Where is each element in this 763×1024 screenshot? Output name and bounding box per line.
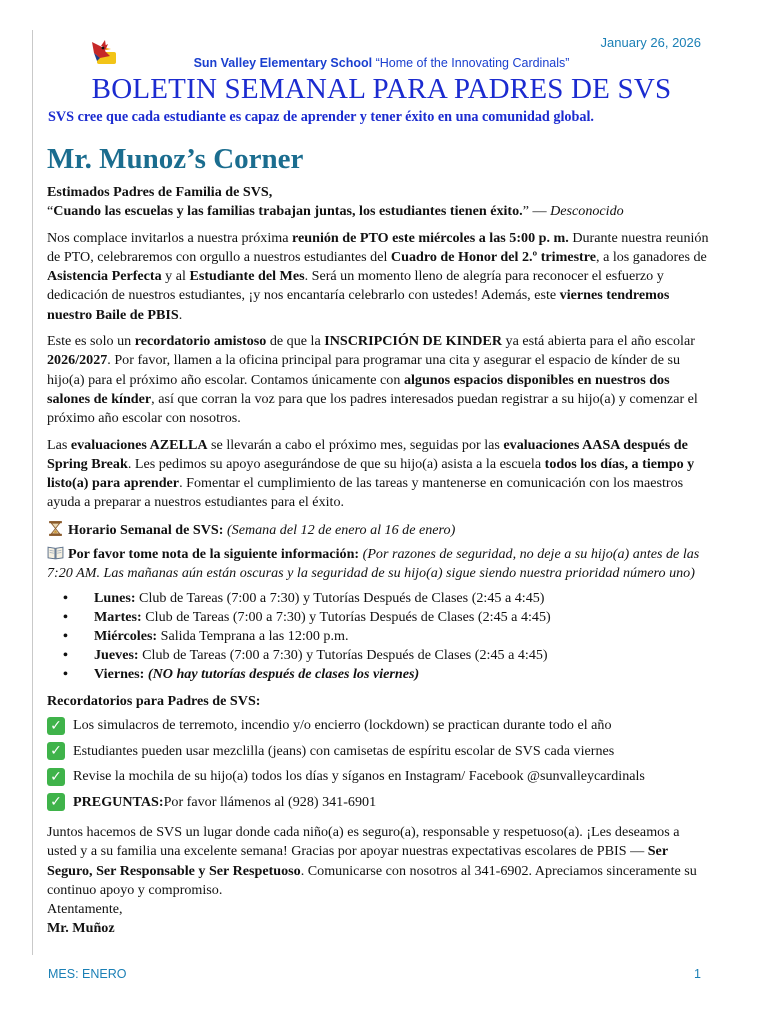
- schedule-title: Horario Semanal de SVS:: [68, 521, 224, 538]
- school-motto: SVS cree que cada estudiante es capaz de aprender y tener éxito en una comunidad global.: [48, 109, 594, 125]
- text: Juntos hacemos de SVS un lugar donde cada niño(a) es seguro(a), responsable y respetuoso(a). ¡Les deseamos a usted y a su familia una excelente semana! Gracias por apoyar nuestras expectativas escolares de PBIS —: [47, 823, 680, 860]
- reminder-text: Los simulacros de terremoto, incendio y/o encierro (lockdown) se practican durante todo el año: [73, 717, 612, 734]
- note-heading: Por favor tome nota de la siguiente información:: [68, 546, 360, 563]
- day-label: Miércoles:: [94, 628, 158, 645]
- letter-body: [47, 183, 712, 939]
- open-book-icon: [47, 544, 64, 561]
- closing-paragraph: [47, 823, 712, 900]
- text-bold: viernes tendremos nuestro Baile de PBIS: [47, 287, 670, 323]
- reminder-text: Revise la mochila de su hijo(a) todos los días y síganos en Instagram/ Facebook @sunvalleycardinals: [73, 768, 645, 785]
- text: . Comunicarse con nosotros al 341-6902. Apreciamos sinceramente su continuo apoyo y compromiso.: [47, 862, 697, 898]
- margin-rule: [32, 30, 33, 955]
- text: se llevarán a cabo el próximo mes, seguidas por las: [207, 436, 504, 453]
- questions-text: Por favor llámenos al (928) 341-6901: [163, 793, 377, 810]
- quote-author: Desconocido: [550, 203, 624, 220]
- text: Nos complace invitarlos a nuestra próxima: [47, 229, 293, 246]
- schedule-list: [47, 589, 712, 685]
- reminder-item: [47, 713, 712, 739]
- school-name: Sun Valley Elementary School: [193, 56, 373, 70]
- paragraph-pto: [47, 229, 712, 325]
- greeting-text: Estimados Padres de Familia de SVS,: [47, 184, 273, 200]
- school-slogan: “Home of the Innovating Cardinals”: [372, 56, 570, 70]
- day-label: Martes:: [94, 608, 142, 625]
- quote-text: Cuando las escuelas y las familias trabajan juntas, los estudiantes tienen éxito.: [53, 203, 523, 220]
- schedule-day: [47, 589, 712, 608]
- text: , así que corran la voz para que los padres interesados puedan registrar a su hijo(a) y comenzar el próximo año escolar con nosotros.: [47, 390, 698, 427]
- check-icon: ✓: [47, 717, 65, 735]
- text-bold: Ser Seguro, Ser Responsable y Ser Respetuoso: [47, 843, 668, 879]
- paragraph-assessments: [47, 436, 712, 513]
- text: Las: [47, 436, 71, 453]
- reminders-title: Recordatorios para Padres de SVS:: [47, 692, 261, 709]
- text: . Por favor, llamen a la oficina principal para programar una cita y asegurar el espacio de kínder de su hijo(a) para el próximo año escolar. Contamos únicamente con: [47, 352, 681, 388]
- day-label: Viernes:: [94, 666, 145, 683]
- text: y al: [161, 268, 190, 285]
- schedule-day: [47, 627, 712, 646]
- schedule-day: [47, 646, 712, 665]
- reminder-text: Estudiantes pueden usar mezclilla (jeans) con camisetas de espíritu escolar de SVS cada viernes: [73, 742, 615, 759]
- quote-close: ” —: [522, 203, 551, 220]
- newsletter-date: January 26, 2026: [600, 35, 701, 50]
- text-bold: INSCRIPCIÓN DE KINDER: [324, 333, 503, 350]
- day-label: Lunes:: [94, 589, 136, 606]
- schedule-day: [47, 665, 712, 684]
- quote-open: “: [47, 203, 54, 220]
- check-icon: ✓: [47, 793, 65, 811]
- text: , a los ganadores de: [596, 248, 707, 265]
- questions-label: PREGUNTAS:: [73, 793, 164, 810]
- day-label: Jueves:: [94, 647, 139, 664]
- text: Durante nuestra reunión de PTO, celebraremos con orgullo a nuestros estudiantes del: [47, 229, 709, 265]
- reminder-item: [47, 789, 712, 815]
- text: . Les pedimos su apoyo asegurándose de que su hijo(a) asista a la escuela: [127, 455, 545, 472]
- text-bold: algunos espacios disponibles en nuestros dos salones de kínder: [47, 371, 670, 407]
- reminders-heading: [47, 692, 712, 711]
- text: . Fomentar el cumplimiento de las tareas y mantenerse en comunicación con los maestros ayuda a preparar a nuestros estudiantes para el éxito.: [47, 475, 684, 511]
- text-bold: Estudiante del Mes: [189, 268, 305, 285]
- note-text: (Por razones de seguridad, no deje a su hijo(a) antes de las 7:20 AM. Las mañanas aún están oscuras y la seguridad de su hijo(a) sigue siendo nuestra prioridad número uno): [47, 546, 700, 582]
- page-number: 1: [694, 967, 701, 981]
- signoff: Atentamente,: [47, 901, 123, 918]
- footer-month: MES: ENERO: [48, 967, 127, 981]
- signature-name: Mr. Muñoz: [47, 920, 115, 937]
- text: ya está abierta para el año escolar: [502, 333, 695, 350]
- text-bold: todos los días, a tiempo y listo(a) para aprender: [47, 455, 695, 492]
- signature: [47, 919, 712, 938]
- newsletter-title: BOLETIN SEMANAL PARA PADRES DE SVS: [91, 73, 672, 105]
- schedule-day: [47, 608, 712, 627]
- text-bold: Cuadro de Honor del 2.º trimestre: [390, 248, 597, 265]
- reminder-item: [47, 764, 712, 790]
- reminder-item: [47, 738, 712, 764]
- text: Este es solo un: [47, 333, 135, 350]
- schedule-note: [47, 544, 712, 584]
- day-text: (NO hay tutorías después de clases los viernes): [144, 666, 420, 683]
- text-bold: recordatorio amistoso: [134, 333, 267, 350]
- text-bold: reunión de PTO este miércoles a las 5:00 p. m.: [292, 229, 569, 246]
- school-line: [0, 56, 763, 70]
- schedule-week: (Semana del 12 de enero al 16 de enero): [223, 521, 456, 538]
- quote: [47, 202, 712, 221]
- text: de que la: [266, 333, 325, 350]
- day-text: Club de Tareas (7:00 a 7:30) y Tutorías Después de Clases (2:45 a 4:45): [138, 647, 548, 664]
- schedule-heading: [47, 520, 712, 540]
- hourglass-icon: [47, 520, 64, 537]
- day-text: Club de Tareas (7:00 a 7:30) y Tutorías Después de Clases (2:45 a 4:45): [135, 589, 545, 606]
- section-title: Mr. Munoz’s Corner: [47, 143, 304, 175]
- text-bold: Asistencia Perfecta: [47, 268, 162, 285]
- text-bold: evaluaciones AZELLA: [70, 436, 208, 453]
- check-icon: ✓: [47, 768, 65, 786]
- greeting: [47, 183, 712, 202]
- text-bold: 2026/2027: [47, 352, 108, 369]
- check-icon: ✓: [47, 742, 65, 760]
- paragraph-kinder: [47, 332, 712, 428]
- day-text: Club de Tareas (7:00 a 7:30) y Tutorías Después de Clases (2:45 a 4:45): [141, 608, 551, 625]
- text: .: [178, 306, 183, 323]
- text: . Será un momento lleno de alegría para reconocer el esfuerzo y dedicación de nuestros estudiantes, ¡y nos encantaría celebrarlo con ustedes! Además, este: [47, 268, 664, 304]
- reminders-list: [47, 713, 712, 815]
- text-bold: evaluaciones AASA después de Spring Break: [47, 436, 688, 472]
- day-text: Salida Temprana a las 12:00 p.m.: [157, 628, 349, 645]
